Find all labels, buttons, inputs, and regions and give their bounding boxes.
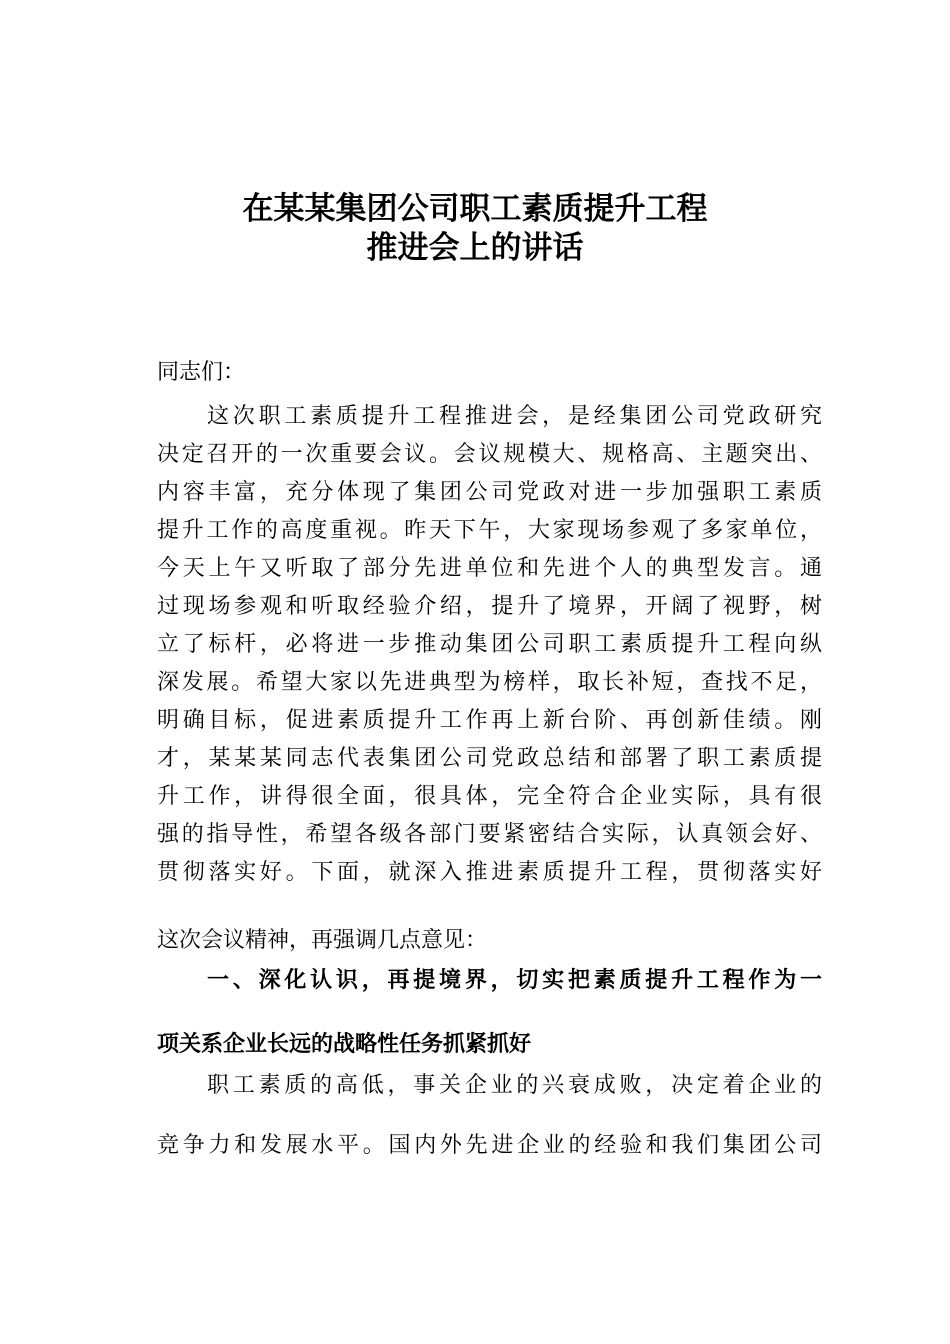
- paragraph-line: 职工素质的高低，事关企业的兴衰成败，决定着企业的: [207, 1073, 822, 1098]
- paragraph-line: 才，某某某同志代表集团公司党政总结和部署了职工素质提: [157, 746, 822, 771]
- document-title-line-1: 在某某集团公司职工素质提升工程: [242, 191, 708, 227]
- salutation: 同志们：: [157, 360, 246, 385]
- document-title-line-2: 推进会上的讲话: [366, 230, 584, 266]
- paragraph-line: 这次会议精神，再强调几点意见：: [157, 928, 488, 953]
- paragraph-line: 竞争力和发展水平。国内外先进企业的经验和我们集团公司: [157, 1133, 822, 1158]
- paragraph-line: 内容丰富，充分体现了集团公司党政对进一步加强职工素质: [157, 480, 822, 505]
- paragraph-line: 提升工作的高度重视。昨天下午，大家现场参观了多家单位，: [157, 518, 822, 543]
- paragraph-line: 立了标杆，必将进一步推动集团公司职工素质提升工程向纵: [157, 632, 822, 657]
- paragraph-line: 深发展。希望大家以先进典型为榜样，取长补短，查找不足，: [157, 670, 822, 695]
- section-heading-line: 一、深化认识，再提境界，切实把素质提升工程作为一: [207, 968, 822, 993]
- paragraph-line: 过现场参观和听取经验介绍，提升了境界，开阔了视野，树: [157, 594, 822, 619]
- paragraph-line: 明确目标，促进素质提升工作再上新台阶、再创新佳绩。刚: [157, 708, 822, 733]
- paragraph-line: 今天上午又听取了部分先进单位和先进个人的典型发言。通: [157, 556, 822, 581]
- paragraph-line: 升工作，讲得很全面，很具体，完全符合企业实际，具有很: [157, 784, 822, 809]
- paragraph-line: 强的指导性，希望各级各部门要紧密结合实际，认真领会好、: [157, 822, 822, 847]
- paragraph-line: 这次职工素质提升工程推进会，是经集团公司党政研究: [207, 404, 822, 429]
- paragraph-line: 决定召开的一次重要会议。会议规模大、规格高、主题突出、: [157, 442, 822, 467]
- section-heading-line: 项关系企业长远的战略性任务抓紧抓好: [157, 1032, 532, 1057]
- paragraph-line: 贯彻落实好。下面，就深入推进素质提升工程，贯彻落实好: [157, 860, 822, 885]
